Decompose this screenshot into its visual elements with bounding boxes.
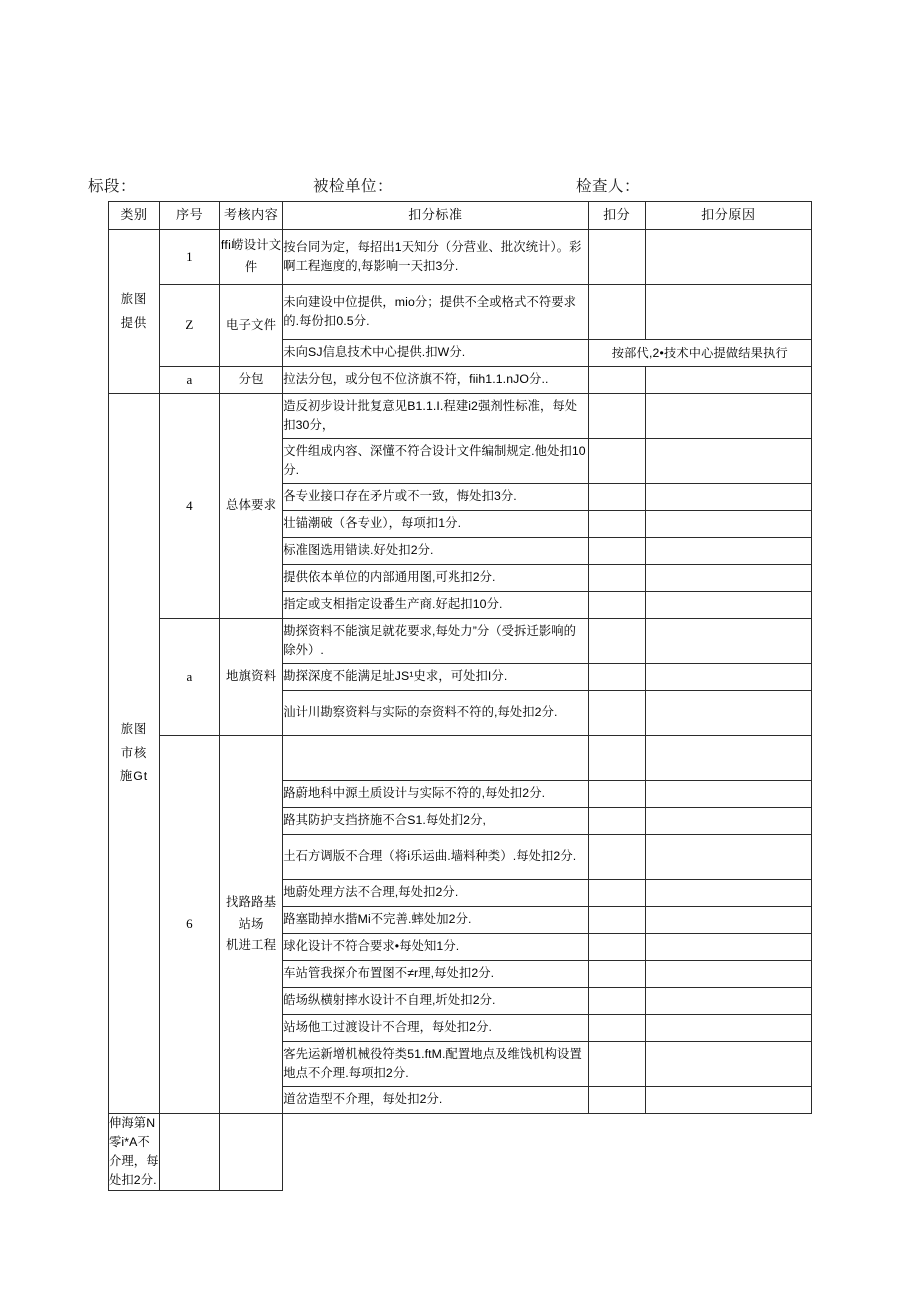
row-item-5 — [220, 619, 283, 736]
row-reason-2-1 — [645, 285, 811, 340]
column-header-standard: 扣分标准 — [283, 202, 588, 230]
row-deduction-2-1 — [588, 285, 645, 340]
row-deduction-6-13 — [160, 1114, 220, 1191]
row-deduction-4-3 — [588, 484, 645, 511]
row-reason-6-5 — [645, 880, 811, 907]
row-deduction-6-6 — [588, 907, 645, 934]
row-standard-6-13: 伸海第N零i*A不介理，每处扣2分. — [109, 1114, 160, 1191]
row-deduction-1 — [588, 230, 645, 285]
row-item-6 — [220, 736, 283, 1114]
row-item-2 — [220, 285, 283, 367]
row-standard-6-4: 土石方调版不合理（将i乐运曲.墙料种类）.每处扣2分. — [283, 835, 588, 880]
row-standard-6-8: 车站管我探介布置图不≠r理,每处扣2分. — [283, 961, 588, 988]
column-header-item: 考核内容 — [220, 202, 283, 230]
column-header-category: 类别 — [109, 202, 160, 230]
row-deduction-6-5 — [588, 880, 645, 907]
row-reason-6-7 — [645, 934, 811, 961]
row-reason-6-6 — [645, 907, 811, 934]
row-deduction-4-7 — [588, 592, 645, 619]
row-standard-5-1: 勘探资料不能演足就花要求,每处力”分（受拆迁影响的除外）. — [283, 619, 588, 664]
row-standard-3-1: 拉法分包，或分包不位济旗不符，fiih1.1.nJO分.. — [283, 367, 588, 394]
row-standard-6-1 — [283, 736, 588, 781]
inspector-label: 检查人： — [576, 178, 641, 195]
row-standard-6-6: 路塞勖掉水揩Mi不完善.蟀处加2分. — [283, 907, 588, 934]
row-deduction-6-10 — [588, 1015, 645, 1042]
row-reason-4-3 — [645, 484, 811, 511]
row-reason-6-4 — [645, 835, 811, 880]
row-deduction-6-12 — [588, 1087, 645, 1114]
assessment-table-wrapper — [108, 201, 812, 1191]
row-standard-6-11: 客先运新增机械役符类51.ftM.配置地点及维饯机构设置地点不介理.每项扣2分. — [283, 1042, 588, 1087]
row-reason-4-6 — [645, 565, 811, 592]
row-reason-6-1 — [645, 736, 811, 781]
table-body — [109, 230, 812, 1191]
row-standard-6-5: 地蔚处理方法不合理,每处扣2分. — [283, 880, 588, 907]
row-reason-6-11 — [645, 1042, 811, 1087]
column-header-no: 序号 — [160, 202, 220, 230]
row-deduction-6-1 — [588, 736, 645, 781]
row-reason-2-2: 按部代,2•技术中心提做结果执行 — [588, 340, 811, 367]
assessment-table — [108, 201, 812, 1191]
row-deduction-6-11 — [588, 1042, 645, 1087]
row-standard-2-2: 未向SJ信息技术中心提供.扣W分. — [283, 340, 588, 367]
row-deduction-6-9 — [588, 988, 645, 1015]
row-standard-6-12: 道岔造型不介理，每处扣2分. — [283, 1087, 588, 1114]
item-label-line: 电子文件 — [225, 317, 277, 332]
row-standard-6-2: 路蔚地科中源土质设计与实际不符的,每处扣2分. — [283, 781, 588, 808]
table-row — [109, 367, 812, 394]
row-standard-6-9: 皓场纵横射摔水设计不自理,圻处扣2分. — [283, 988, 588, 1015]
table-row — [109, 736, 812, 781]
column-header-reason: 扣分原因 — [645, 202, 811, 230]
row-deduction-6-7 — [588, 934, 645, 961]
row-deduction-3 — [588, 367, 645, 394]
row-no-6: 6 — [160, 736, 220, 1114]
table-row — [109, 230, 812, 285]
row-reason-4-5 — [645, 538, 811, 565]
table-row — [109, 1114, 812, 1191]
row-reason-6-12 — [645, 1087, 811, 1114]
row-standard-6-7: 球化设计不符合要求•每处知1分. — [283, 934, 588, 961]
item-label-line: 找路路基站场 — [225, 895, 277, 931]
row-no-1: 1 — [160, 230, 220, 285]
row-reason-4-1 — [645, 394, 811, 439]
row-no-2: Z — [160, 285, 220, 367]
row-item-3 — [220, 367, 283, 394]
row-reason-4-4 — [645, 511, 811, 538]
row-deduction-4-4 — [588, 511, 645, 538]
row-reason-4-7 — [645, 592, 811, 619]
row-deduction-5-1 — [588, 619, 645, 664]
row-deduction-5-3 — [588, 691, 645, 736]
row-deduction-4-5 — [588, 538, 645, 565]
row-reason-3 — [645, 367, 811, 394]
row-standard-4-3: 各专业接口存在矛片或不一致，悔处扣3分. — [283, 484, 588, 511]
row-standard-4-1: 造反初步设计批复意见B1.1.I.程建i2强剂性标准，每处扣30分， — [283, 394, 588, 439]
category-label-line-2: 提供 — [120, 315, 148, 330]
row-reason-6-9 — [645, 988, 811, 1015]
row-no-4: 4 — [160, 394, 220, 619]
table-row — [109, 285, 812, 340]
row-no-3: a — [160, 367, 220, 394]
item-label-line: 分包 — [238, 372, 264, 387]
item-label-line: 地旗资料 — [225, 669, 277, 684]
row-reason-5-1 — [645, 619, 811, 664]
row-standard-6-10: 站场他工过渡设计不合理，每处扣2分. — [283, 1015, 588, 1042]
row-item-1 — [220, 230, 283, 285]
row-standard-4-6: 提供依本单位的内部通用图,可兆扣2分. — [283, 565, 588, 592]
inspected-unit-label: 被检单位： — [313, 178, 394, 195]
row-standard-1-1: 按台同为定，每招出1天知分（分营业、批次统计）。彩啊工程迤度的,每影响一天扣3分. — [283, 230, 588, 285]
row-standard-4-7: 指定或支相指定设番生产商.好起扣10分. — [283, 592, 588, 619]
row-standard-5-3: 汕计川勘察资料与实际的奈资料不符的,每处扣2分. — [283, 691, 588, 736]
row-deduction-4-2 — [588, 439, 645, 484]
category-cell-2 — [109, 394, 160, 1114]
row-deduction-4-1 — [588, 394, 645, 439]
row-deduction-6-3 — [588, 808, 645, 835]
category-label-line-1: 旅图 — [120, 722, 148, 737]
row-no-5: a — [160, 619, 220, 736]
row-standard-5-2: 勘探深度不能满足址JS¹史求，可处扣I分. — [283, 664, 588, 691]
form-header — [88, 174, 818, 198]
row-standard-4-4: 壮锚潮破（各专业），每项扣1分. — [283, 511, 588, 538]
row-standard-4-5: 标准图选用错读.好处扣2分. — [283, 538, 588, 565]
category-cell-1 — [109, 230, 160, 394]
row-standard-2-1: 未向建设中位提供，mio分；提供不全或格式不符要求的.每份扣0.5分. — [283, 285, 588, 340]
row-standard-6-3: 路其防护支挡挤施不合S1.每处扪2分, — [283, 808, 588, 835]
row-item-4 — [220, 394, 283, 619]
table-row — [109, 619, 812, 664]
row-deduction-5-2 — [588, 664, 645, 691]
row-reason-6-8 — [645, 961, 811, 988]
row-reason-5-2 — [645, 664, 811, 691]
row-deduction-6-8 — [588, 961, 645, 988]
category-label-line-3: 施Gt — [119, 769, 149, 784]
item-label-line: 总体要求 — [225, 498, 277, 513]
table-head — [109, 202, 812, 230]
header-row — [109, 202, 812, 230]
category-label-line-1: 旅图 — [120, 292, 148, 307]
row-reason-1 — [645, 230, 811, 285]
row-reason-5-3 — [645, 691, 811, 736]
row-reason-4-2 — [645, 439, 811, 484]
row-reason-6-10 — [645, 1015, 811, 1042]
item-label-line: 机进工程 — [225, 938, 277, 953]
item-label-line: ffi崂设计文件 — [220, 238, 282, 274]
bid-section-label: 标段： — [88, 178, 137, 195]
row-standard-4-2: 文件组成内容、深懂不符合设计文件编制规定.他处扣10分. — [283, 439, 588, 484]
category-label-line-2: 市核 — [120, 745, 148, 760]
row-deduction-4-6 — [588, 565, 645, 592]
row-deduction-6-4 — [588, 835, 645, 880]
table-row — [109, 394, 812, 439]
column-header-deduction: 扣分 — [588, 202, 645, 230]
row-reason-6-13 — [220, 1114, 283, 1191]
row-deduction-6-2 — [588, 781, 645, 808]
row-reason-6-3 — [645, 808, 811, 835]
row-reason-6-2 — [645, 781, 811, 808]
